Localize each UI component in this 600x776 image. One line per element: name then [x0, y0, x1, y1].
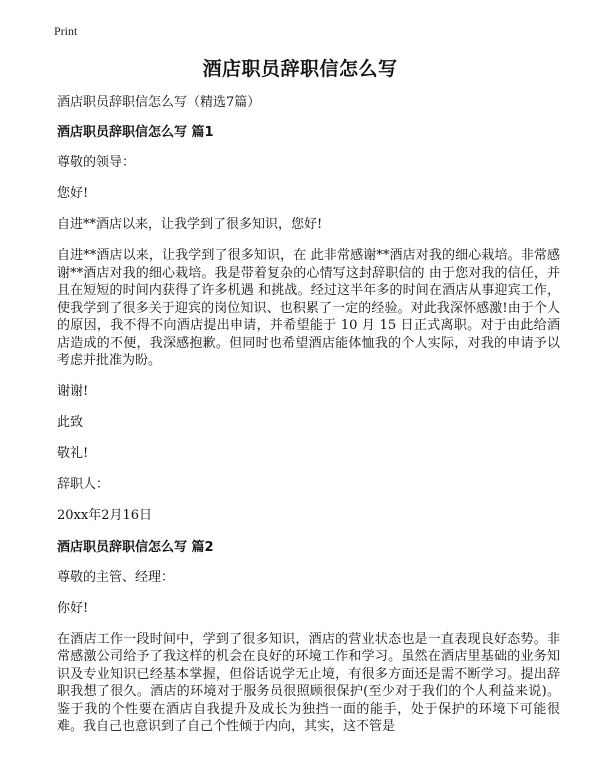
section-1-date: 20xx年2月16日: [57, 507, 153, 523]
section-1-body: 自进**酒店以来，让我学到了很多知识，在 此非常感谢**酒店对我的细心栽培。非常感谢**酒店对我的细心栽培。我是带着复杂的心情写这封辞职信的 由于您对我的信任，并且在短短的时间内获得了许多机遇 和挑战。经过这半年多的时间在酒店从事迎宾工作，使我学到了很多关于迎宾的岗位知识、也积累了一定的经验。对此我深怀感激!由于个人的原因，我不得不向酒店提出申请，并希望能于 10 月 15 日正式离职。对于由此给酒店造成的不便，我深感抱歉。但同时也希望酒店能体恤我的个人实际，对我的申请予以考虑并批准为盼。: [57, 248, 560, 368]
section-1-intro: 自进**酒店以来，让我学到了很多知识，您好!: [57, 217, 323, 232]
section-1-greeting: 您好!: [57, 186, 89, 201]
document-title: 酒店职员辞职信怎么写: [202, 58, 398, 80]
section-2-greeting: 你好!: [57, 600, 89, 616]
section-1-salutation: 尊敬的领导：: [57, 155, 136, 170]
section-1-heading: 酒店职员辞职信怎么写 篇1: [57, 125, 214, 140]
section-2-body: 在酒店工作一段时间中，学到了很多知识，酒店的营业状态也是一直表现良好态势。非常感激公司给予了我这样的机会在良好的环境工作和学习。虽然在酒店里基础的业务知识及专业知识已经基本掌握，但俗话说学无止境，有很多方面还是需不断学习。提出辞职我想了很久。酒店的环境对于服务员很照顾很保护(至少对于我们的个人利益来说)。鉴于我的个性要在酒店自我提升及成长为独挡一面的能手，处于保护的环境下可能很难。我自己也意识到了自己个性倾于内向，其实，这不管是: [57, 631, 560, 734]
section-2-salutation: 尊敬的主管、经理：: [57, 569, 175, 585]
section-1-thanks: 谢谢!: [57, 383, 89, 399]
section-1-regards: 敬礼!: [57, 445, 89, 461]
document-subtitle: 酒店职员辞职信怎么写（精选7篇）: [57, 95, 261, 110]
section-2-heading: 酒店职员辞职信怎么写 篇2: [57, 539, 214, 555]
section-1-closing: 此致: [57, 414, 84, 430]
print-label: Print: [54, 24, 78, 38]
section-1-signature: 辞职人：: [57, 476, 110, 492]
